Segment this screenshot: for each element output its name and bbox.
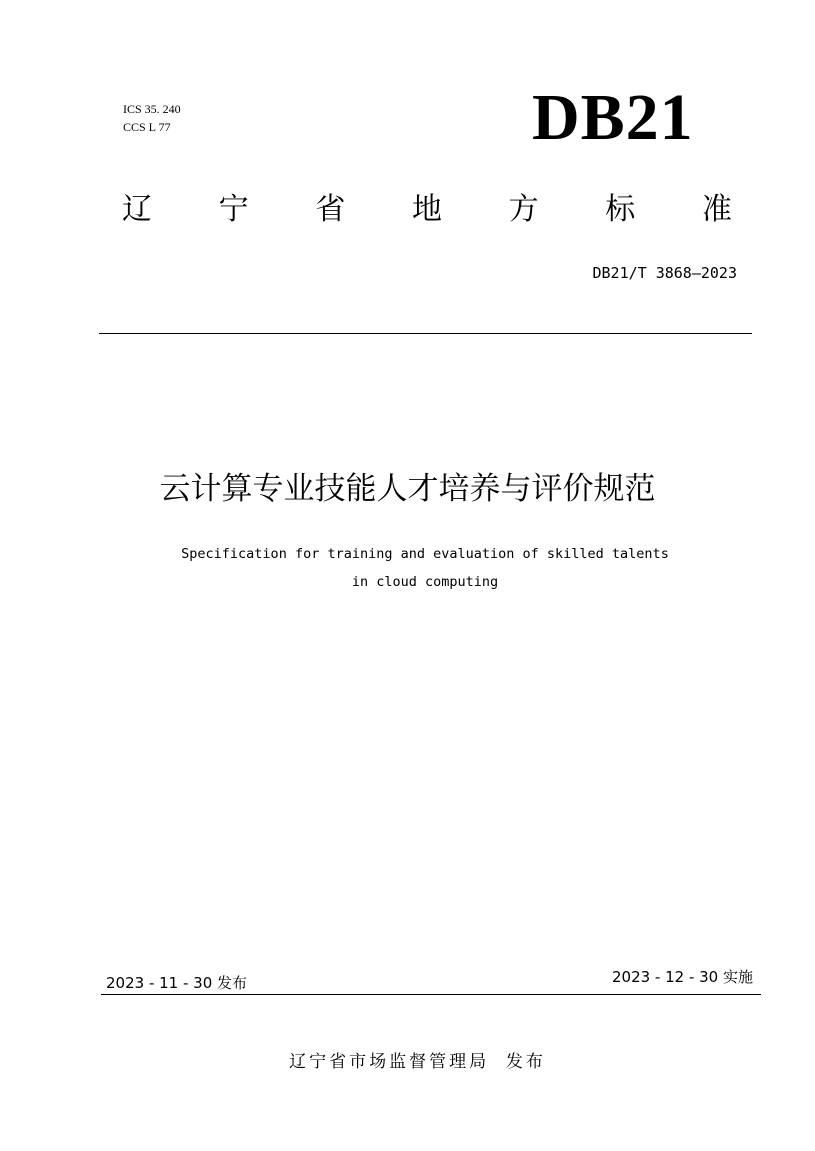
classification-codes — [123, 100, 181, 136]
standard-type-char: 辽 — [122, 192, 152, 227]
standard-type-char: 方 — [508, 192, 539, 227]
title-english-line: Specification for training and evaluation of skilled talents — [181, 546, 669, 562]
title-chinese: 云计算专业技能人才培养与评价规范 — [159, 471, 656, 507]
title-english — [0, 540, 815, 596]
ics-code: ICS 35. 240 — [123, 102, 181, 116]
title-english-line: in cloud computing — [351, 574, 499, 590]
standard-logo: DB21 — [532, 81, 694, 154]
ccs-code: CCS L 77 — [123, 120, 171, 134]
standard-type-char: 宁 — [218, 192, 249, 227]
top-divider — [99, 333, 752, 334]
bottom-divider — [101, 994, 761, 995]
implementation-date: 2023 - 12 - 30 实施 — [611, 968, 753, 986]
standard-type-char: 省 — [315, 192, 346, 227]
standard-type-char: 标 — [605, 192, 636, 227]
standard-type-heading — [122, 190, 732, 230]
issue-date: 2023 - 11 - 30 发布 — [106, 974, 248, 992]
standard-number: DB21/T 3868—2023 — [592, 264, 737, 282]
standard-type-char: 准 — [701, 192, 732, 227]
publisher: 辽宁省市场监督管理局 发布 — [289, 1052, 546, 1072]
standard-type-char: 地 — [411, 192, 442, 227]
